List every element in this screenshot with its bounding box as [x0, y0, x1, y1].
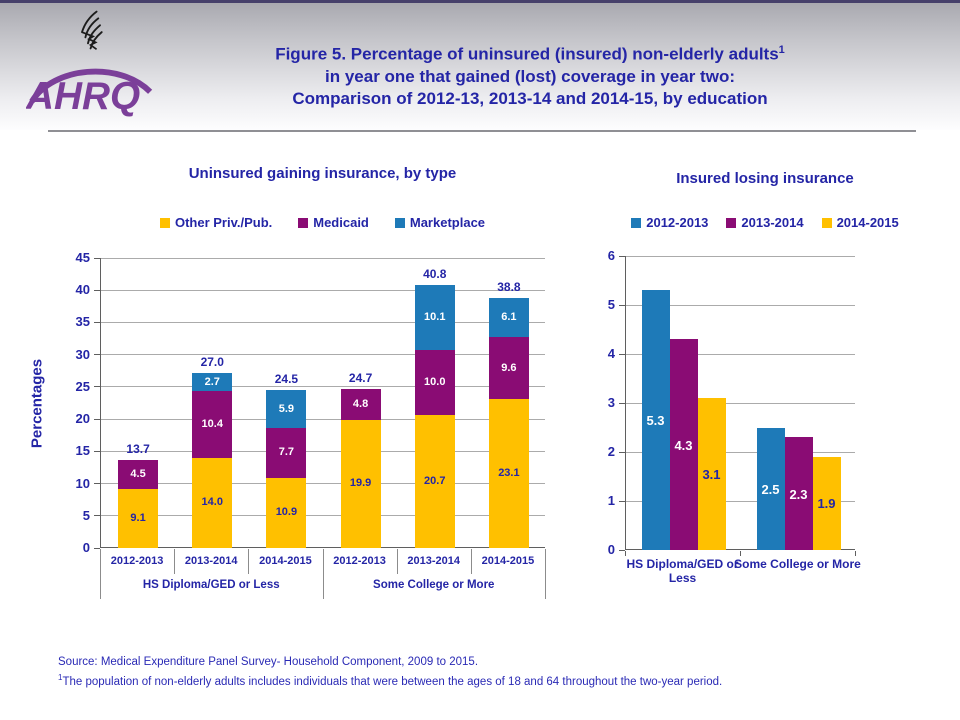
bar-value: 5.3: [646, 413, 665, 429]
bar-value: 2.5: [761, 481, 780, 497]
bar-segment-value: 10.9: [275, 506, 298, 519]
left-chart-legend-item: [298, 215, 369, 230]
y-tick-label: 35: [75, 314, 90, 330]
y-tick-label: 1: [607, 493, 615, 508]
left-chart-legend-item: [160, 215, 272, 230]
bar-value: 3.1: [702, 467, 721, 483]
bar-segment-value: 4.8: [352, 397, 369, 410]
bar-segment-value: 9.1: [130, 512, 146, 525]
axis-separator: [174, 549, 175, 574]
bar-segment-value: 6.1: [501, 311, 517, 324]
gridline: [101, 515, 545, 516]
gridline: [101, 386, 545, 387]
y-tick-label: 15: [75, 443, 90, 459]
right-chart-legend-label: 2012-2013: [646, 215, 709, 230]
x-category-label: 2012-2013: [110, 555, 164, 567]
title-line-3: Comparison of 2012-13, 2013-14 and 2014-15, by education: [292, 88, 768, 108]
left-chart-legend-swatch-icon: [298, 218, 308, 228]
y-tick-label: 5: [82, 507, 90, 523]
axis-separator: [248, 549, 249, 574]
axis-separator: [397, 549, 398, 574]
axis-separator: [100, 549, 101, 599]
y-tick-label: 3: [607, 395, 615, 410]
slide-footer: [58, 654, 722, 690]
x-category-label: 2013-2014: [184, 555, 238, 567]
x-group-label: Some College or More: [373, 579, 495, 591]
axis-separator: [545, 549, 546, 599]
bar-value: 1.9: [817, 496, 836, 512]
y-tick-label: 40: [75, 282, 90, 298]
left-chart-legend-item: [395, 215, 485, 230]
y-tick-label: 20: [75, 411, 90, 427]
x-category-label: 2013-2014: [407, 555, 461, 567]
right-chart-legend-label: 2013-2014: [741, 215, 804, 230]
left-chart-legend-swatch-icon: [395, 218, 405, 228]
axis-tick: [855, 551, 856, 556]
bar-total-value: 24.5: [274, 372, 299, 387]
title-line-1: Figure 5. Percentage of uninsured (insured) non-elderly adults$^1$: [275, 44, 785, 64]
bar-value: 4.3: [674, 437, 693, 453]
axis-tick: [740, 551, 741, 556]
axis-tick: [625, 551, 626, 556]
gridline: [101, 322, 545, 323]
footnote-marker: 1: [58, 673, 63, 682]
ahrq-logo: [24, 7, 164, 127]
right-chart-legend-swatch-icon: [631, 218, 641, 228]
bar-total-value: 24.7: [348, 370, 373, 385]
left-chart-legend-label: Medicaid: [313, 215, 369, 230]
right-chart-legend-swatch-icon: [726, 218, 736, 228]
bar-segment-value: 7.7: [278, 446, 295, 459]
gridline: [101, 419, 545, 420]
source-text: Source: Medical Expenditure Panel Survey- Household Component, 2009 to 2015.: [58, 656, 479, 668]
x-category-label: Some College or More: [734, 557, 861, 571]
footnote-text: $^1$The population of non-elderly adults includes individuals that were between the ages of 18 and 64 throughout the two-year period.: [58, 673, 723, 688]
x-category-label: 2014-2015: [481, 555, 535, 567]
y-tick-label: 10: [75, 475, 90, 491]
left-chart-title: Uninsured gaining insurance, by type: [188, 165, 457, 182]
bar-value: 2.3: [789, 486, 808, 502]
bar-segment-value: 10.1: [424, 311, 446, 324]
left-chart-legend-label: Marketplace: [409, 215, 486, 230]
bar-total-value: 38.8: [497, 279, 521, 294]
bar-segment-value: 23.1: [498, 467, 520, 480]
bar-segment-value: 2.7: [204, 375, 220, 388]
left-chart-y-axis-label: Percentages: [28, 358, 46, 449]
bar-segment-value: 9.6: [501, 361, 517, 374]
axis-separator: [323, 549, 324, 599]
y-tick-label: 5: [607, 297, 615, 312]
y-tick-label: 2: [607, 444, 615, 459]
left-chart-legend-swatch-icon: [160, 218, 170, 228]
header-divider: [48, 130, 916, 132]
y-tick-label: 0: [607, 542, 615, 557]
bar-segment-value: 14.0: [201, 496, 223, 509]
bar-segment-value: 5.9: [278, 402, 295, 415]
right-chart-plot-area: [625, 256, 855, 550]
x-group-label: HS Diploma/GED or Less: [142, 579, 280, 591]
gridline: [101, 258, 545, 259]
ahrq-wordmark-text: AHRQ: [26, 75, 141, 117]
gridline: [101, 483, 545, 484]
right-chart-legend-swatch-icon: [822, 218, 832, 228]
x-category-label: 2012-2013: [333, 555, 386, 567]
left-chart-plot-area: [100, 258, 545, 548]
y-tick-label: 0: [82, 540, 90, 555]
y-tick-label: 25: [75, 378, 90, 394]
bar-segment-value: 20.7: [424, 474, 446, 487]
right-chart-legend-item: [726, 215, 803, 230]
x-category-label: HS Diploma/GED or Less: [626, 557, 739, 585]
title-footnote-marker: 1: [778, 44, 785, 56]
bar-total-value: 40.8: [423, 267, 447, 282]
left-chart-legend: [100, 215, 545, 230]
right-chart-legend-label: 2014-2015: [836, 215, 899, 230]
right-chart-legend-item: [631, 215, 708, 230]
right-chart-title: Insured losing insurance: [676, 170, 854, 187]
y-tick-label: 45: [75, 250, 90, 265]
ahrq-wordmark: [26, 53, 154, 122]
title-line-2: in year one that gained (lost) coverage in year two:: [325, 66, 735, 86]
y-tick-label: 4: [607, 346, 615, 361]
slide-header: [0, 3, 960, 130]
bar-total-value: 13.7: [126, 442, 150, 457]
bar-total-value: 27.0: [200, 355, 224, 370]
gridline: [626, 256, 855, 257]
gridline: [101, 354, 545, 355]
bar-segment-value: 10.0: [424, 375, 446, 388]
x-category-label: 2014-2015: [259, 555, 312, 567]
y-tick-label: 30: [75, 346, 90, 362]
y-tick-label: 6: [607, 248, 615, 263]
bar-segment-value: 4.5: [130, 468, 146, 481]
right-chart-legend: [615, 215, 915, 230]
right-chart-legend-item: [822, 215, 899, 230]
page-title: [170, 39, 890, 110]
axis-separator: [471, 549, 472, 574]
bar-segment-value: 10.4: [201, 417, 223, 430]
bar-segment-value: 19.9: [349, 477, 372, 490]
left-chart-legend-label: Other Priv./Pub.: [174, 215, 273, 230]
